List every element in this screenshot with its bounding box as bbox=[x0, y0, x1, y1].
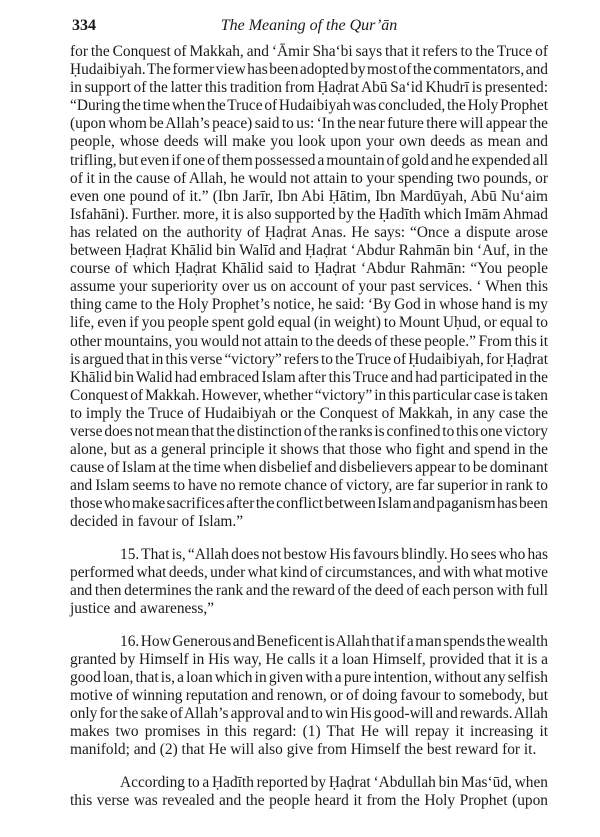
text-line: even one pound of it.” (Ibn Jarīr, Ibn Abi Ḥātim, Ibn Mardūyah, Abū Nu‘aim bbox=[70, 187, 548, 205]
paragraph-hadith-ibn-masud bbox=[70, 774, 548, 810]
text-line: of it in the cause of Allah, he would not attain to your spending two pounds, or bbox=[70, 169, 548, 187]
text-line: (upon whom be Allah’s peace) said to us: ‘In the near future there will appear the bbox=[70, 115, 548, 133]
text-line: According to a Ḥadīth reported by Ḥaḍrat ‘Abdullah bin Mas‘ūd, when bbox=[120, 773, 548, 791]
text-line: makes two promises in this regard: (1) That He will repay it increasing it bbox=[70, 723, 548, 741]
text-line: and Islam seems to have no remote chance of victory, are far superior in rank to bbox=[70, 477, 548, 495]
text-line: Isfahāni). Further. more, it is also supported by the Ḥadīth which Imām Ahmad bbox=[70, 205, 548, 223]
paragraph-commentary-14 bbox=[70, 43, 548, 532]
text-line: trifling, but even if one of them possessed a mountain of gold and he expended all bbox=[70, 151, 548, 169]
text-line: 16. How Generous and Beneficent is Allah that if a man spends the wealth bbox=[120, 632, 548, 650]
text-line: performed what deeds, under what kind of circumstances, and with what motive bbox=[70, 563, 548, 581]
text-line: cause of Islam at the time when disbelief and disbelievers appear to be dominant bbox=[70, 459, 548, 477]
running-title: The Meaning of the Qur’ān bbox=[220, 17, 398, 34]
text-line: “During the time when the Truce of Hudaibiyah was concluded, the Holy Prophet bbox=[70, 97, 548, 115]
text-line: manifold; and (2) that He will also give from Himself the best reward for it. bbox=[70, 741, 537, 759]
text-line: and then determines the rank and the reward of the deed of each person with full bbox=[70, 581, 548, 599]
text-line: decided in favour of Islam.” bbox=[70, 513, 244, 531]
text-line: alone, but as a general principle it shows that those who fight and spend in the bbox=[70, 441, 548, 459]
page-number: 334 bbox=[72, 17, 96, 34]
text-line: between Ḥaḍrat Khālid bin Walīd and Ḥaḍrat ‘Abdur Rahmān bin ‘Auf, in the bbox=[70, 242, 548, 260]
text-line: people, whose deeds will make you look upon your own deeds as mean and bbox=[70, 133, 548, 151]
text-line: motive of winning reputation and renown, or of doing favour to somebody, but bbox=[70, 687, 548, 705]
text-line: Ḥudaibiyah. The former view has been adopted by most of the commentators, and bbox=[70, 61, 548, 79]
text-line: granted by Himself in His way, He calls it a loan Himself, provided that it is a bbox=[70, 651, 548, 668]
text-line: has related on the authority of Ḥaḍrat Anas. He says: “Once a dispute arose bbox=[70, 223, 548, 241]
text-line: is argued that in this verse “victory” refers to the Truce of Ḥudaibiyah, for Ḥaḍrat bbox=[70, 350, 548, 368]
text-line: good loan, that is, a loan which in given with a pure intention, without any selfish bbox=[70, 669, 548, 687]
page-body bbox=[70, 43, 548, 810]
text-line: 15. That is, “Allah does not bestow His favours blindly. Ho sees who has bbox=[120, 545, 548, 563]
page-header bbox=[70, 17, 548, 39]
text-line: only for the sake of Allah’s approval and to win His good-will and rewards. Allah bbox=[70, 705, 548, 723]
text-line: in support of the latter this tradition from Ḥaḍrat Abū Sa‘id Khudrī is presented: bbox=[70, 79, 548, 97]
note-15 bbox=[70, 546, 548, 618]
text-line: justice and awareness,” bbox=[70, 599, 215, 617]
note-16 bbox=[70, 633, 548, 760]
text-line: this verse was revealed and the people heard it from the Holy Prophet (upon bbox=[70, 791, 548, 809]
text-line: assume your superiority over us on account of your past services. ‘ When this bbox=[70, 278, 548, 296]
text-line: course of which Ḥaḍrat Khālid said to Ḥaḍrat ‘Abdur Rahmān: “You people bbox=[70, 260, 548, 278]
text-line: to imply the Truce of Hudaibiyah or the Conquest of Makkah, in any case the bbox=[70, 404, 548, 422]
text-line: those who make sacrifices after the conflict between Islam and paganism has been bbox=[70, 495, 548, 513]
text-line: other mountains, you would not attain to the deeds of these people.” From this it bbox=[70, 332, 548, 350]
text-line: verse does not mean that the distinction of the ranks is confined to this one victory bbox=[70, 422, 548, 440]
text-line: life, even if you people spent gold equal (in weight) to Mount Uḥud, or equal to bbox=[70, 314, 548, 332]
text-line: Conquest of Makkah. However, whether “victory” in this particular case is taken bbox=[70, 386, 548, 404]
text-line: thing came to the Holy Prophet’s notice, he said: ‘By God in whose hand is my bbox=[70, 296, 548, 314]
text-line: for the Conquest of Makkah, and ‘Āmir Sha‘bi says that it refers to the Truce of bbox=[70, 43, 548, 60]
text-line: Khālid bin Walid had embraced Islam after this Truce and had participated in the bbox=[70, 368, 548, 386]
